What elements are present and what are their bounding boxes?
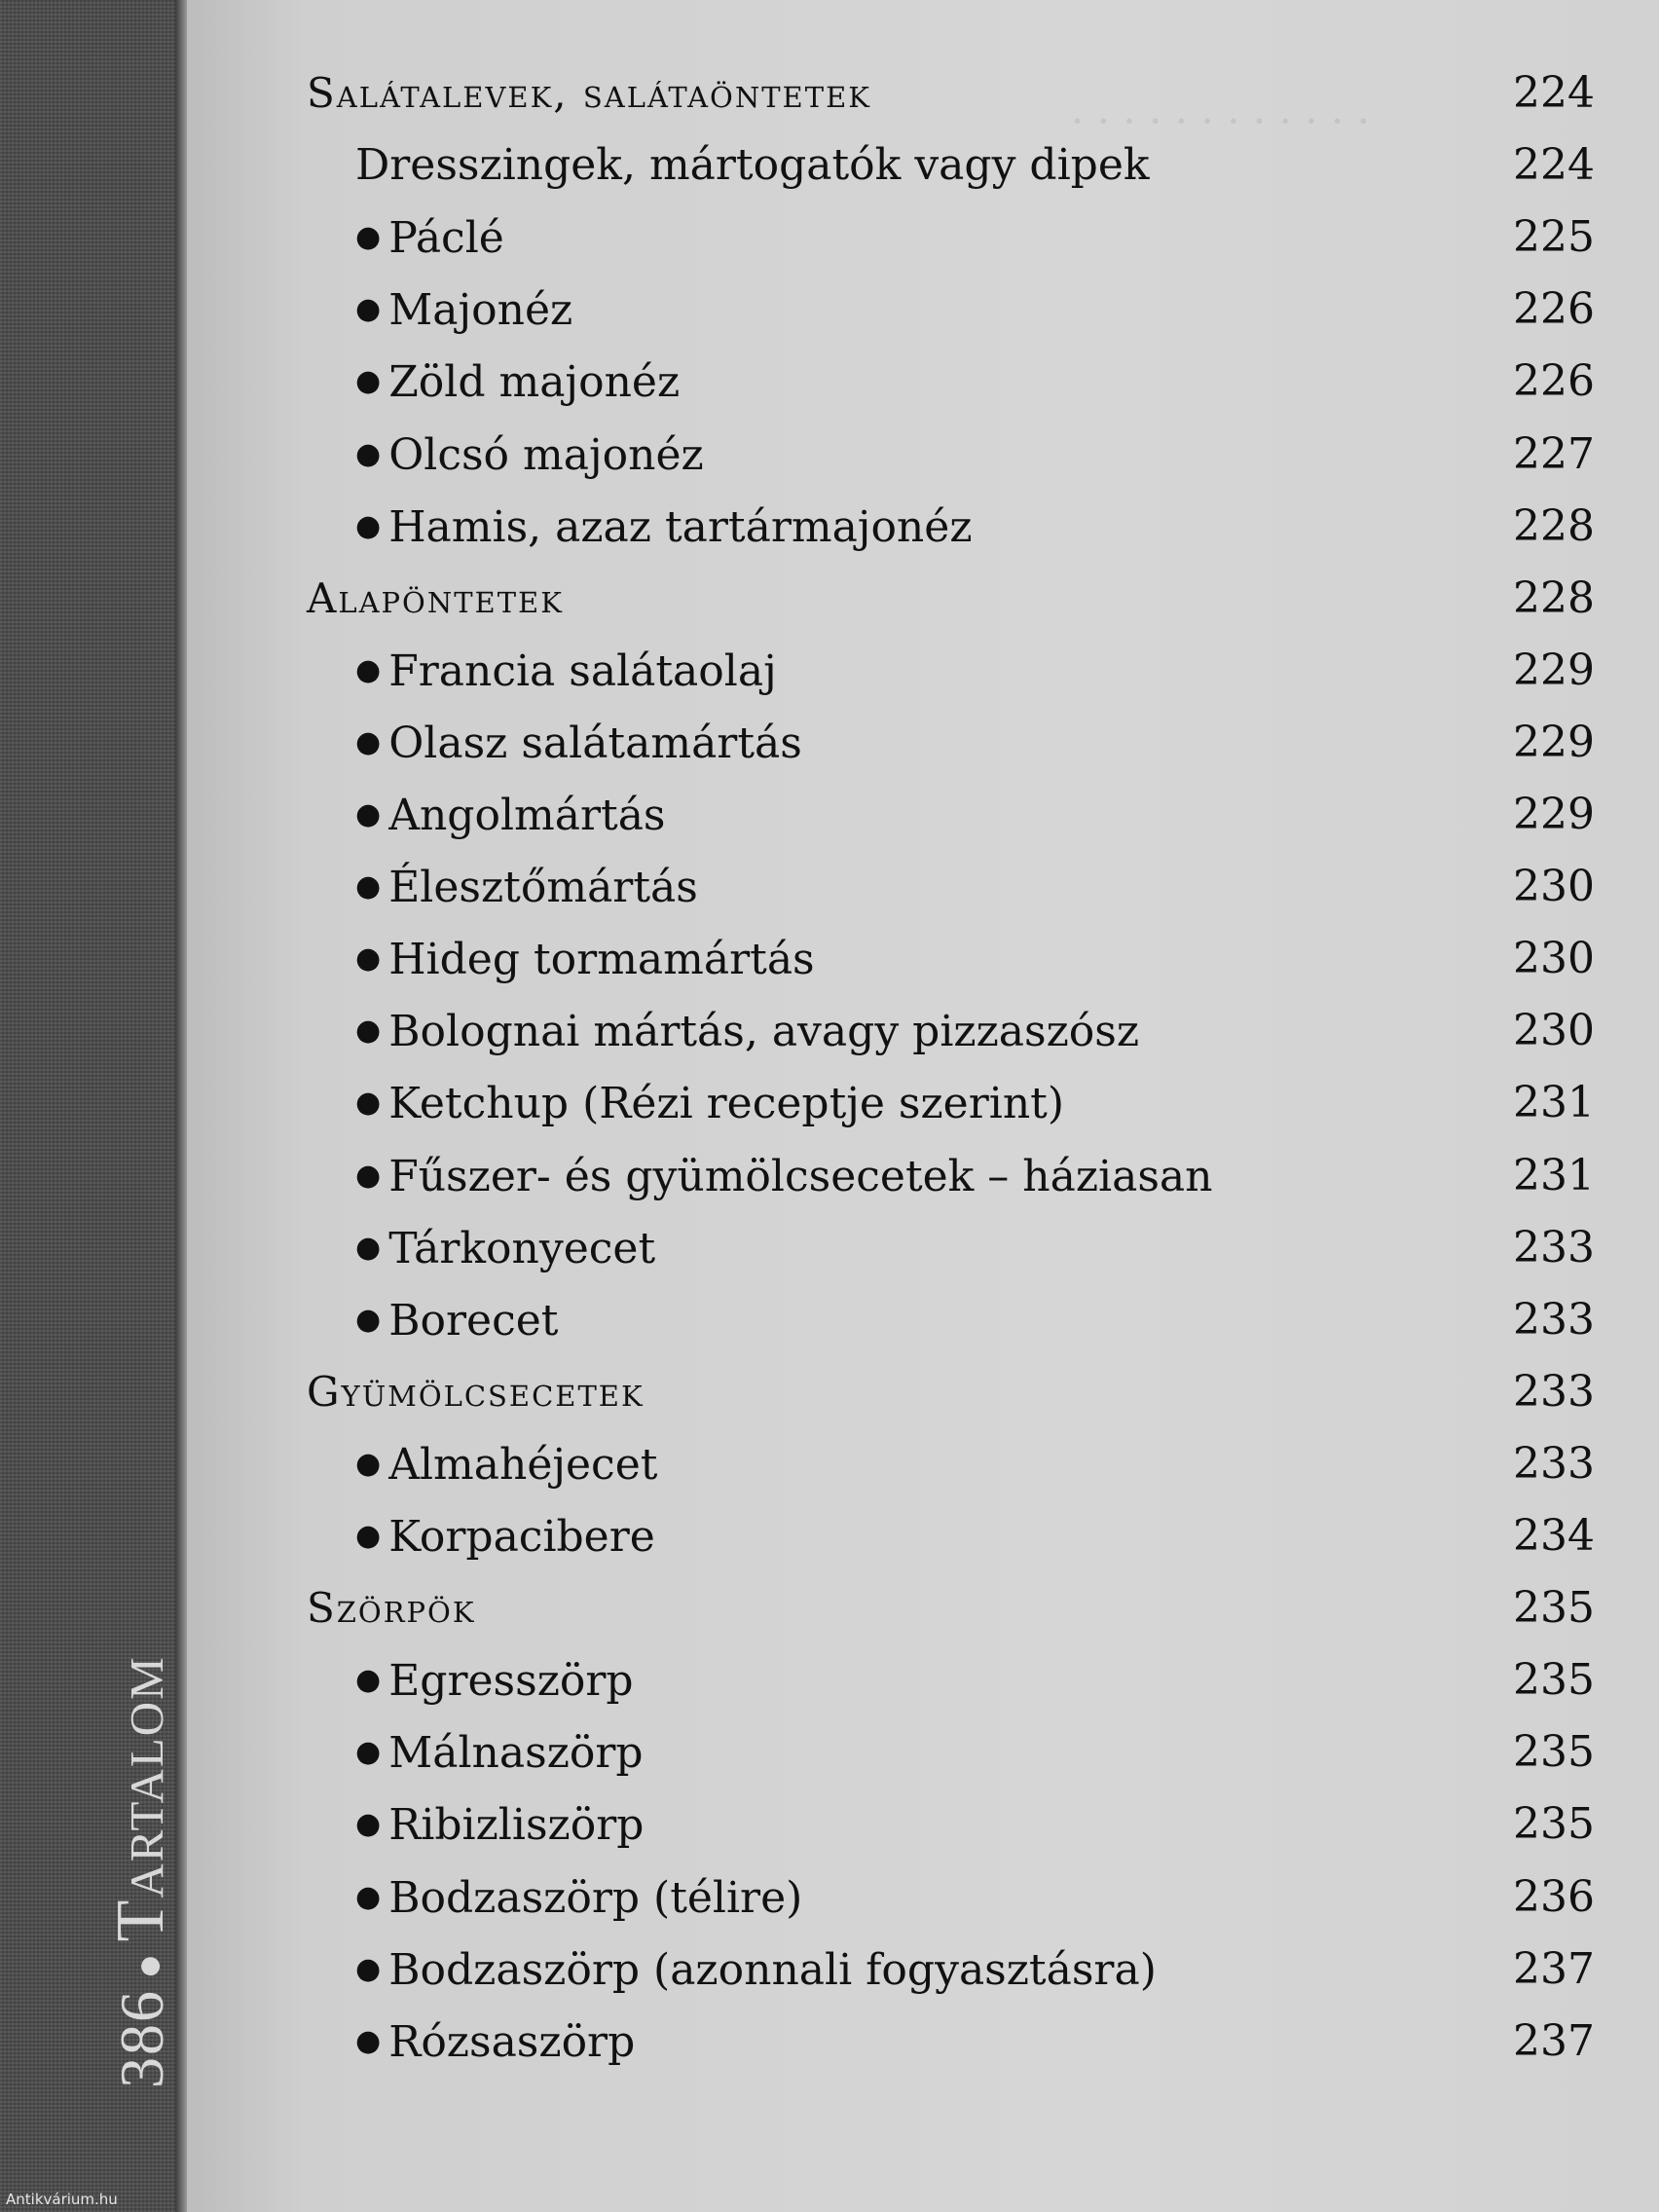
toc-entry: [0, 131, 1659, 200]
page-number: 386: [107, 1989, 176, 2088]
toc-page-number: 236: [1513, 1871, 1595, 1922]
running-title: Tartalom: [103, 1655, 178, 1942]
bullet-icon: ●: [355, 1302, 382, 1337]
toc-entry-text: Málnaszörp: [388, 1728, 644, 1779]
toc-page-number: 230: [1513, 1006, 1595, 1056]
bullet-icon: ●: [355, 797, 382, 831]
toc-entry: [0, 853, 1659, 921]
toc-entry: [0, 781, 1659, 849]
toc-entry-text: Bodzaszörp (télire): [388, 1872, 803, 1923]
toc-entry: [0, 1430, 1659, 1498]
toc-entry-text: Bolognai mártás, avagy pizzaszósz: [388, 1007, 1140, 1057]
toc-entry: [0, 1718, 1659, 1787]
toc-entry: [0, 1358, 1659, 1426]
toc-entry-label: [355, 276, 572, 345]
bullet-icon: ●: [355, 652, 382, 687]
toc-page-number: 230: [1513, 934, 1595, 984]
toc-page-number: 229: [1513, 645, 1595, 695]
toc-entry-label: [355, 1790, 644, 1860]
toc-entry-label: [355, 1286, 558, 1355]
bullet-icon: ●: [355, 220, 382, 255]
bullet-icon: ●: [355, 724, 382, 759]
toc-entry: [0, 1790, 1659, 1859]
toc-page-number: 228: [1513, 500, 1595, 551]
toc-page-number: 229: [1513, 790, 1595, 839]
toc-page-number: 231: [1513, 1150, 1595, 1200]
toc-entry-text: Ketchup (Rézi receptje szerint): [388, 1079, 1065, 1129]
toc-entry-text: Páclé: [388, 213, 504, 264]
bullet-icon: ●: [355, 508, 382, 543]
toc-entry-label: [355, 348, 680, 417]
toc-entry-label: [307, 1358, 645, 1426]
toc-entry: [0, 348, 1659, 416]
toc-entry-label: [355, 925, 815, 994]
bullet-icon: ●: [355, 941, 382, 977]
toc-entry-text: Gyümölcsecetek: [307, 1367, 645, 1416]
toc-page-number: 233: [1513, 1438, 1595, 1489]
toc-entry-label: [355, 1142, 1213, 1211]
toc-page-number: 233: [1513, 1222, 1595, 1272]
toc-entry-label: [355, 493, 973, 562]
toc-entry-text: Ribizliszörp: [388, 1800, 645, 1851]
toc-page-number: 224: [1513, 140, 1595, 191]
toc-entry: [0, 1574, 1659, 1642]
bullet-icon: ●: [355, 1879, 382, 1914]
bullet-icon: ●: [355, 292, 382, 327]
toc-entry-label: [355, 637, 777, 706]
toc-entry-text: Élesztőmártás: [388, 863, 698, 913]
toc-page-number: 227: [1513, 428, 1595, 479]
toc-entry-text: Alapöntetek: [307, 573, 564, 622]
watermark: Antikvárium.hu: [6, 2191, 118, 2208]
toc-entry: [0, 565, 1659, 633]
bullet-icon: ●: [355, 1230, 382, 1265]
show-through-text: · · · · · · · · · · · ·: [1071, 97, 1371, 145]
toc-entry-text: Hideg tormamártás: [388, 935, 815, 985]
toc-entry-text: Salátalevek, salátaöntetek: [307, 69, 871, 117]
toc-entry-text: Francia salátaolaj: [388, 645, 777, 696]
bullet-icon: ●: [355, 1735, 382, 1770]
toc-entry-text: Egresszörp: [388, 1656, 634, 1707]
toc-entry-label: [355, 1502, 655, 1571]
bullet-icon: ●: [355, 1519, 382, 1553]
toc-entry: [0, 203, 1659, 272]
toc-entry-label: [307, 1574, 476, 1642]
toc-entry: [0, 709, 1659, 777]
toc-entry-label: [355, 131, 1150, 200]
bullet-icon: ●: [355, 364, 382, 399]
toc-entry: [0, 637, 1659, 705]
toc-entry: [0, 1286, 1659, 1354]
bullet-icon: ●: [355, 2023, 382, 2058]
toc-entry-text: Angolmártás: [388, 791, 666, 840]
toc-entry-text: Zöld majonéz: [388, 357, 681, 408]
toc-entry: [0, 1863, 1659, 1932]
toc-entry-text: Tárkonyecet: [388, 1223, 656, 1273]
toc-entry-label: [307, 565, 564, 633]
bullet-icon: ●: [355, 1086, 382, 1121]
toc-entry-label: [307, 59, 871, 128]
toc-entry-label: [355, 1718, 644, 1788]
toc-entry: [0, 925, 1659, 993]
toc-entry-text: Dresszingek, mártogatók vagy dipek: [355, 140, 1150, 191]
bullet-icon: ●: [355, 1446, 382, 1481]
toc-entry: [0, 1214, 1659, 1282]
toc-entry-text: Korpacibere: [388, 1512, 655, 1562]
bullet-icon: ●: [124, 1951, 172, 1979]
toc-entry-text: Almahéjecet: [388, 1439, 658, 1490]
toc-entry-text: Majonéz: [388, 285, 573, 336]
bullet-icon: ●: [355, 869, 382, 904]
toc-entry-label: [355, 1863, 802, 1933]
toc-entry-label: [355, 1430, 657, 1499]
toc-entry-text: Rózsaszörp: [388, 2016, 636, 2067]
toc-entry: [0, 997, 1659, 1065]
toc-entry-label: [355, 709, 802, 778]
toc-entry: [0, 1646, 1659, 1714]
toc-page-number: 237: [1513, 1943, 1595, 1994]
toc-entry-label: [355, 1936, 1157, 2005]
toc-page-number: 226: [1513, 356, 1595, 407]
toc-entry-label: [355, 2008, 635, 2077]
toc-entry-text: Fűszer- és gyümölcsecetek – háziasan: [388, 1151, 1213, 1201]
toc-entry-label: [355, 1214, 655, 1283]
toc-page-number: 235: [1513, 1799, 1595, 1850]
toc-entry-label: [355, 853, 698, 922]
toc-page-number: 230: [1513, 862, 1595, 912]
toc-page-number: 224: [1513, 68, 1595, 118]
bullet-icon: ●: [355, 1014, 382, 1049]
toc-entry-label: [355, 1069, 1064, 1138]
bullet-icon: ●: [355, 1663, 382, 1698]
toc-page-number: 226: [1513, 284, 1595, 335]
toc-page-number: 233: [1513, 1366, 1595, 1417]
toc-page-number: 225: [1513, 212, 1595, 263]
toc-entry: [0, 1142, 1659, 1210]
toc-entry-text: Hamis, azaz tartármajonéz: [388, 501, 973, 552]
toc-page-number: 235: [1513, 1655, 1595, 1706]
toc-entry: [0, 1502, 1659, 1570]
toc-entry: [0, 1069, 1659, 1137]
bullet-icon: ●: [355, 1951, 382, 1986]
toc-entry-label: [355, 1646, 634, 1715]
toc-page-number: 229: [1513, 717, 1595, 767]
toc-page-number: 235: [1513, 1583, 1595, 1634]
toc-entry-label: [355, 421, 704, 490]
toc-entry: [0, 493, 1659, 561]
toc-page-number: 235: [1513, 1727, 1595, 1778]
toc-page-number: 231: [1513, 1078, 1595, 1128]
toc-entry-label: [355, 781, 666, 850]
toc-entry: [0, 276, 1659, 344]
toc-entry: [0, 59, 1659, 128]
bullet-icon: ●: [355, 436, 382, 471]
toc-page-number: 234: [1513, 1511, 1595, 1561]
toc-entry-text: Borecet: [388, 1295, 559, 1346]
toc-page-number: 237: [1513, 2015, 1595, 2066]
toc-entry: [0, 421, 1659, 489]
toc-entry-text: Bodzaszörp (azonnali fogyasztásra): [388, 1944, 1157, 1995]
toc-entry-label: [355, 203, 504, 273]
bullet-icon: ●: [355, 1158, 382, 1193]
toc-entry: [0, 2008, 1659, 2076]
toc-entry-text: Olasz salátamártás: [388, 718, 802, 768]
toc-entry: [0, 1936, 1659, 2004]
bullet-icon: ●: [355, 1807, 382, 1842]
toc-entry-label: [355, 997, 1139, 1066]
toc-entry-text: Szörpök: [307, 1584, 476, 1633]
toc-page-number: 233: [1513, 1294, 1595, 1345]
toc-page-number: 228: [1513, 572, 1595, 623]
toc-entry-text: Olcsó majonéz: [388, 429, 704, 480]
